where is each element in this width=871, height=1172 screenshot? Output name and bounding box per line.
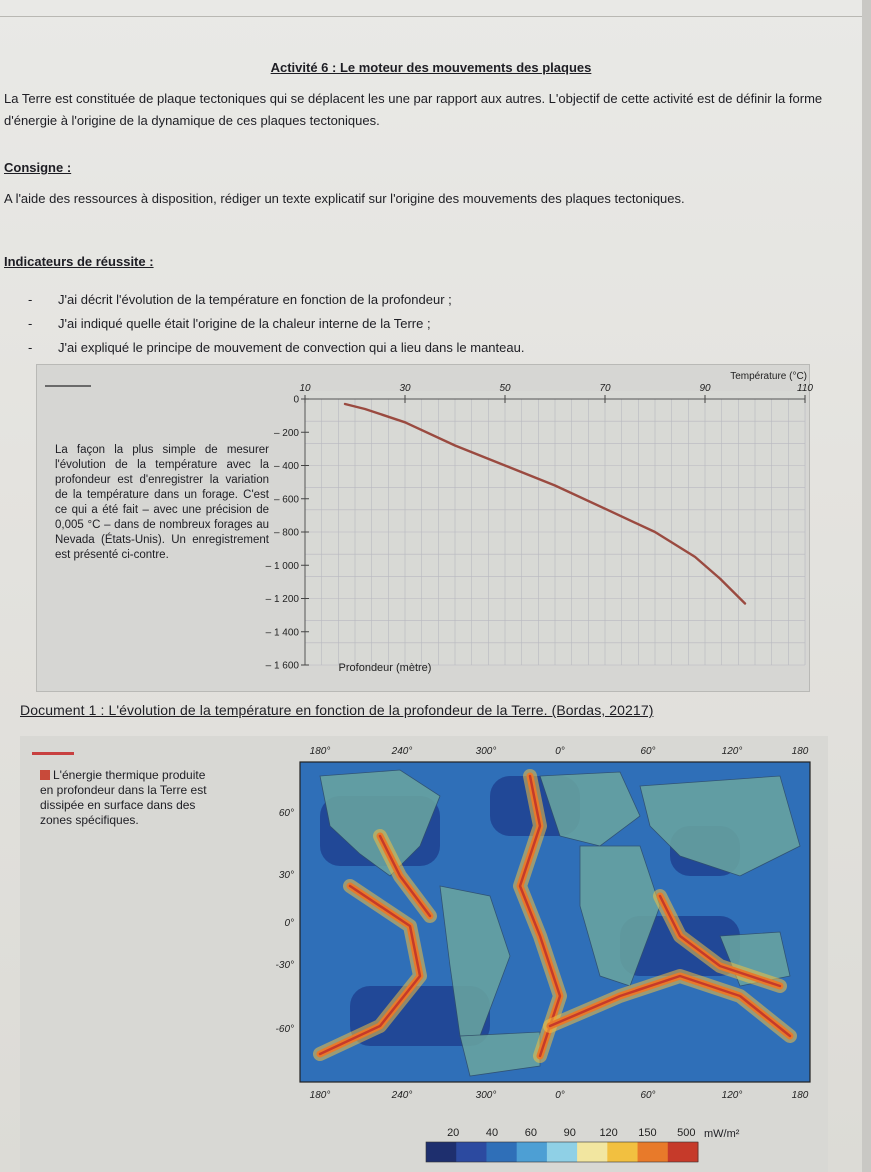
x-tick-label: 30 <box>399 383 411 394</box>
longitude-label-bottom: 180 <box>791 1090 809 1101</box>
longitude-label-top: 240° <box>391 746 413 757</box>
indicateurs-list <box>28 288 524 360</box>
scale-color-cell <box>577 1142 608 1162</box>
scale-color-cell <box>426 1142 457 1162</box>
document-1-panel <box>36 364 813 692</box>
latitude-label: 30° <box>278 870 294 881</box>
scale-color-cell <box>456 1142 487 1162</box>
x-tick-label: 50 <box>499 383 511 394</box>
longitude-label-top: 60° <box>640 746 656 757</box>
intro-paragraph: La Terre est constituée de plaque tectoniques qui se déplacent les une par rapport aux autres. L'objectif de cette activité est de définir la forme d'énergie à l'origine de la dynamique de ces plaques tectoniques. <box>4 91 823 128</box>
list-item: - J'ai expliqué le principe de mouvement de convection qui a lieu dans le manteau. <box>28 340 525 355</box>
scale-value-label: 40 <box>485 1127 499 1139</box>
x-tick-label: 90 <box>699 383 711 394</box>
y-axis-label: Profondeur (mètre) <box>338 662 432 674</box>
longitude-label-top: 300° <box>475 746 497 757</box>
scale-color-cell <box>517 1142 548 1162</box>
scale-value-label: 90 <box>563 1127 576 1139</box>
scale-color-cell <box>607 1142 638 1162</box>
y-tick-label: – 1 600 <box>265 660 299 672</box>
document-1-caption: Document 1 : L'évolution de la température en fonction de la profondeur de la Terre. (Bordas, 20217) <box>20 702 654 718</box>
document-2-text-content: L'énergie thermique produite en profondeur dans la Terre est dissipée en surface dans des zones spécifiques. <box>40 768 207 827</box>
list-item-text: J'ai décrit l'évolution de la température en fonction de la profondeur ; <box>58 292 452 307</box>
y-tick-label: – 1 400 <box>265 627 299 639</box>
latitude-label: -60° <box>275 1024 294 1035</box>
longitude-label-bottom: 180° <box>309 1090 331 1101</box>
y-tick-label: – 400 <box>273 461 299 472</box>
scale-value-label: 500 <box>677 1127 696 1139</box>
document-2-panel <box>20 736 828 1172</box>
scale-value-label: 60 <box>524 1127 538 1139</box>
longitude-label-top: 180 <box>791 746 809 757</box>
longitude-label-bottom: 300° <box>475 1090 497 1101</box>
y-tick-label: – 800 <box>273 527 299 539</box>
y-tick-label: – 1 200 <box>265 594 299 605</box>
longitude-label-bottom: 60° <box>640 1090 656 1101</box>
scale-color-cell <box>638 1142 669 1162</box>
longitude-label-bottom: 120° <box>721 1090 743 1101</box>
page-top-edge <box>0 0 862 17</box>
latitude-label: 60° <box>278 808 294 819</box>
latitude-label: -30° <box>275 960 294 971</box>
scale-color-cell <box>486 1142 517 1162</box>
heat-flow-world-map <box>20 736 828 1172</box>
list-item-text: J'ai indiqué quelle était l'origine de la chaleur interne de la Terre ; <box>58 316 431 331</box>
scale-color-cell <box>668 1142 699 1162</box>
consigne-text: A l'aide des ressources à disposition, rédiger un texte explicatif sur l'origine des mouvements des plaques tectoniques. <box>4 191 685 206</box>
scale-value-label: 150 <box>638 1127 657 1139</box>
y-tick-label: – 200 <box>273 427 299 439</box>
x-tick-label: 110 <box>797 383 813 394</box>
x-tick-label: 70 <box>599 383 611 394</box>
list-item: - J'ai décrit l'évolution de la température en fonction de la profondeur ; <box>28 292 452 307</box>
longitude-label-bottom: 240° <box>391 1090 413 1101</box>
latitude-label: 0° <box>284 918 294 929</box>
indicateurs-heading: Indicateurs de réussite : <box>4 254 154 269</box>
scale-value-label: 20 <box>447 1127 460 1139</box>
longitude-label-top: 180° <box>309 746 331 757</box>
y-tick-label: – 600 <box>273 494 299 506</box>
y-tick-label: 0 <box>293 394 299 406</box>
temperature-depth-chart <box>37 365 813 691</box>
x-axis-label: Température (°C) <box>730 371 807 382</box>
scale-color-cell <box>547 1142 578 1162</box>
longitude-label-top: 120° <box>721 746 743 757</box>
list-item: - J'ai indiqué quelle était l'origine de la chaleur interne de la Terre ; <box>28 316 431 331</box>
scale-value-label: 120 <box>599 1127 618 1139</box>
scale-unit-label: mW/m² <box>704 1128 740 1140</box>
consigne-heading: Consigne : <box>4 160 72 175</box>
document-1-text: La façon la plus simple de mesurer l'évolution de la température avec la profondeur est d'enregistrer la variation de la température dans un forage. C'est ce qui a été fait – avec une précision de 0,005 °C – dans de nombreux forages au Nevada (États-Unis). Un enregistrement est présenté ci-contre. <box>55 444 269 561</box>
y-tick-label: – 1 000 <box>265 560 299 572</box>
list-item-text: J'ai expliqué le principe de mouvement de convection qui a lieu dans le manteau. <box>58 340 525 355</box>
longitude-label-bottom: 0° <box>555 1090 565 1101</box>
x-tick-label: 10 <box>299 383 311 394</box>
longitude-label-top: 0° <box>555 746 565 757</box>
activity-title: Activité 6 : Le moteur des mouvements des plaques <box>270 60 592 75</box>
